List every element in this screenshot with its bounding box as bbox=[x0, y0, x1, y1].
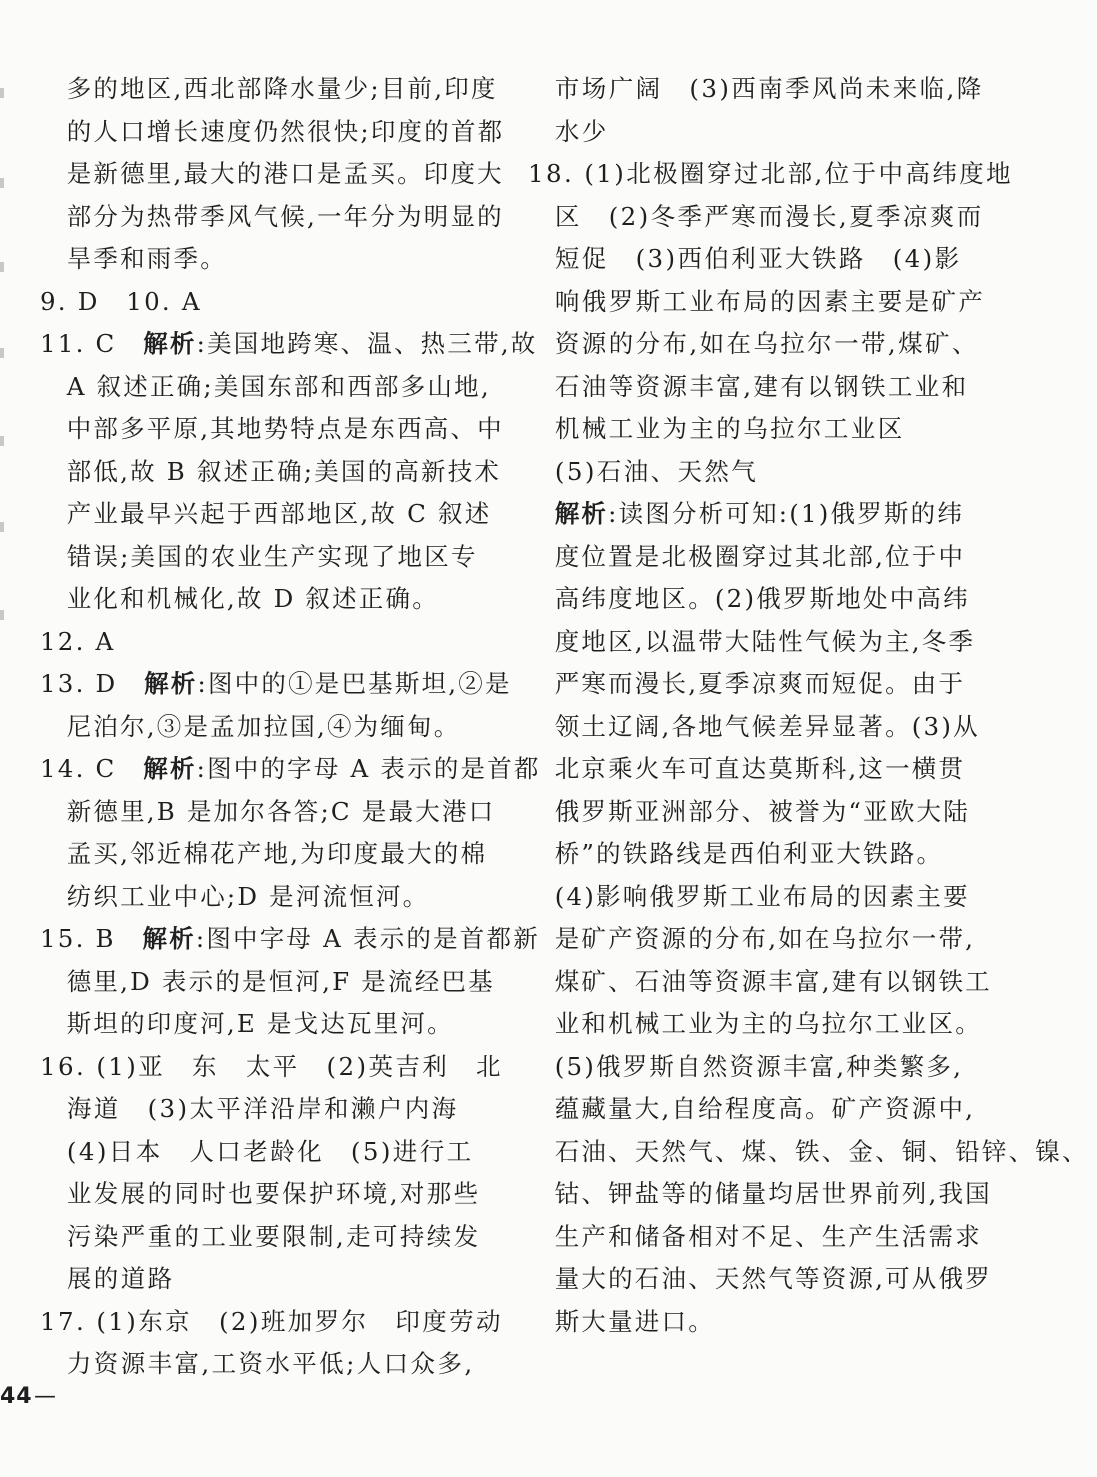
answer-line: 纺织工业中心;D 是河流恒河。 bbox=[40, 881, 430, 911]
answer-line: 部分为热带季风气候,一年分为明显的 bbox=[40, 201, 504, 231]
answer-line: 资源的分布,如在乌拉尔一带,煤矿、 bbox=[528, 329, 979, 358]
page-number: 44 bbox=[0, 1384, 33, 1409]
answer-line: 多的地区,西北部降水量少;目前,印度 bbox=[40, 74, 498, 103]
scan-edge-mark bbox=[0, 178, 4, 188]
answer-line: 俄罗斯亚洲部分、被誉为“亚欧大陆 bbox=[528, 796, 970, 826]
answer-line: 孟买,邻近棉花产地,为印度最大的棉 bbox=[40, 839, 488, 868]
answer-17-line: 17. (1)东京 (2)班加罗尔 印度劳动 bbox=[40, 1306, 503, 1336]
scan-edge-mark bbox=[0, 348, 4, 358]
answer-16-line: 16. (1)亚 东 太平 (2)英吉利 北 bbox=[40, 1051, 503, 1081]
answer-12: 12. A bbox=[40, 626, 116, 656]
answer-line: 石油等资源丰富,建有以钢铁工业和 bbox=[528, 371, 969, 401]
answer-line: (4)日本 人口老龄化 (5)进行工 bbox=[40, 1136, 474, 1166]
answer-line: 业和机械工业为主的乌拉尔工业区。 bbox=[528, 1009, 982, 1038]
answer-15-line bbox=[40, 918, 540, 961]
answer-line: 德里,D 表示的是恒河,F 是流经巴基 bbox=[40, 966, 495, 996]
answer-line: 污染严重的工业要限制,走可持续发 bbox=[40, 1221, 481, 1251]
answer-line: 生产和储备相对不足、生产生活需求 bbox=[528, 1221, 982, 1251]
answer-line: 严寒而漫长,夏季凉爽而短促。由于 bbox=[528, 669, 966, 698]
question-number: 13. D bbox=[40, 669, 145, 698]
answer-line: 海道 (3)太平洋沿岸和濑户内海 bbox=[40, 1094, 459, 1123]
answer-line: 短促 (3)西伯利亚大铁路 (4)影 bbox=[528, 244, 962, 273]
analysis-label: 解析 bbox=[143, 754, 197, 783]
answer-line: 的人口增长速度仍然很快;印度的首都 bbox=[40, 116, 505, 146]
answer-line: A 叙述正确;美国东部和西部多山地, bbox=[40, 371, 491, 401]
answer-line: 中部多平原,其地势特点是东西高、中 bbox=[40, 414, 504, 443]
scan-edge-mark bbox=[0, 610, 4, 620]
answer-line: 是新德里,最大的港口是孟买。印度大 bbox=[40, 159, 504, 188]
answer-line: (4)影响俄罗斯工业布局的因素主要 bbox=[528, 881, 970, 911]
analysis-label: 解析 bbox=[144, 669, 198, 698]
answer-14-line bbox=[40, 748, 541, 791]
answer-line: 斯坦的印度河,E 是戈达瓦里河。 bbox=[40, 1009, 454, 1038]
answer-9-10: 9. D 10. A bbox=[40, 286, 202, 316]
analysis-label: 解析 bbox=[142, 924, 196, 953]
answer-line: 是矿产资源的分布,如在乌拉尔一带, bbox=[528, 924, 976, 953]
answer-line: 力资源丰富,工资水平低;人口众多, bbox=[40, 1349, 475, 1378]
answer-line: 业化和机械化,故 D 叙述正确。 bbox=[40, 584, 439, 613]
question-number: 11. C bbox=[40, 329, 144, 358]
answer-line: 领土辽阔,各地气候差异显著。(3)从 bbox=[528, 711, 980, 741]
question-number: 14. C bbox=[40, 754, 144, 783]
answer-18-line: 18. (1)北极圈穿过北部,位于中高纬度地 bbox=[528, 159, 1014, 188]
analysis-18-line bbox=[528, 493, 973, 536]
answer-line: 度地区,以温带大陆性气候为主,冬季 bbox=[528, 626, 976, 656]
question-number: 15. B bbox=[40, 924, 143, 953]
scan-edge-mark bbox=[0, 522, 4, 532]
answer-line: (5)俄罗斯自然资源丰富,种类繁多, bbox=[528, 1051, 964, 1081]
analysis-text: :美国地跨寒、温、热三带,故 bbox=[196, 329, 538, 358]
answer-line: 市场广阔 (3)西南季风尚未来临,降 bbox=[528, 74, 984, 103]
answer-line: 部低,故 B 叙述正确;美国的高新技术 bbox=[40, 456, 502, 486]
answer-line: 产业最早兴起于西部地区,故 C 叙述 bbox=[40, 499, 492, 528]
indent bbox=[528, 499, 555, 528]
answer-line: 斯大量进口。 bbox=[528, 1306, 715, 1336]
answer-11-line bbox=[40, 323, 538, 366]
answer-line: 尼泊尔,③是孟加拉国,④为缅甸。 bbox=[40, 711, 461, 741]
answer-line: 北京乘火车可直达莫斯科,这一横贯 bbox=[528, 754, 966, 783]
analysis-label: 解析 bbox=[554, 499, 609, 528]
analysis-text: :图中的字母 A 表示的是首都 bbox=[196, 754, 541, 783]
answer-line: 煤矿、石油等资源丰富,建有以钢铁工 bbox=[528, 966, 992, 996]
left-answer-column bbox=[40, 68, 541, 1386]
answer-line: 钴、钾盐等的储量均居世界前列,我国 bbox=[528, 1179, 992, 1208]
answer-13-line bbox=[40, 663, 510, 706]
analysis-text: :图中的①是巴基斯坦,②是 bbox=[197, 669, 512, 698]
answer-line: 蕴藏量大,自给程度高。矿产资源中, bbox=[528, 1094, 976, 1123]
analysis-text: :图中字母 A 表示的是首都新 bbox=[195, 924, 540, 953]
answer-line: 旱季和雨季。 bbox=[40, 244, 227, 273]
answer-line: 度位置是北极圈穿过其北部,位于中 bbox=[528, 541, 966, 571]
scan-edge-mark bbox=[0, 436, 4, 446]
answer-line: 桥”的铁路线是西伯利亚大铁路。 bbox=[528, 839, 944, 868]
right-answer-column bbox=[528, 68, 1089, 1343]
scan-edge-mark bbox=[0, 88, 4, 98]
analysis-text: :读图分析可知:(1)俄罗斯的纬 bbox=[608, 499, 965, 528]
answer-line: 新德里,B 是加尔各答;C 是最大港口 bbox=[40, 796, 496, 826]
answer-line: 量大的石油、天然气等资源,可从俄罗 bbox=[528, 1264, 992, 1293]
answer-line: 区 (2)冬季严寒而漫长,夏季凉爽而 bbox=[528, 201, 984, 231]
answer-line: 机械工业为主的乌拉尔工业区 bbox=[528, 414, 905, 443]
scan-edge-mark bbox=[0, 262, 4, 272]
answer-line: 高纬度地区。(2)俄罗斯地处中高纬 bbox=[528, 584, 970, 613]
page-number-dash: — bbox=[34, 1384, 56, 1409]
answer-line: (5)石油、天然气 bbox=[528, 456, 759, 486]
answer-line: 石油、天然气、煤、铁、金、铜、铅锌、镍、 bbox=[528, 1136, 1089, 1166]
answer-line: 业发展的同时也要保护环境,对那些 bbox=[40, 1179, 481, 1208]
answer-line: 响俄罗斯工业布局的因素主要是矿产 bbox=[528, 286, 986, 316]
analysis-label: 解析 bbox=[143, 329, 197, 358]
answer-line: 错误;美国的农业生产实现了地区专 bbox=[40, 541, 478, 571]
answer-line: 水少 bbox=[528, 116, 609, 146]
answer-line: 展的道路 bbox=[40, 1264, 175, 1293]
